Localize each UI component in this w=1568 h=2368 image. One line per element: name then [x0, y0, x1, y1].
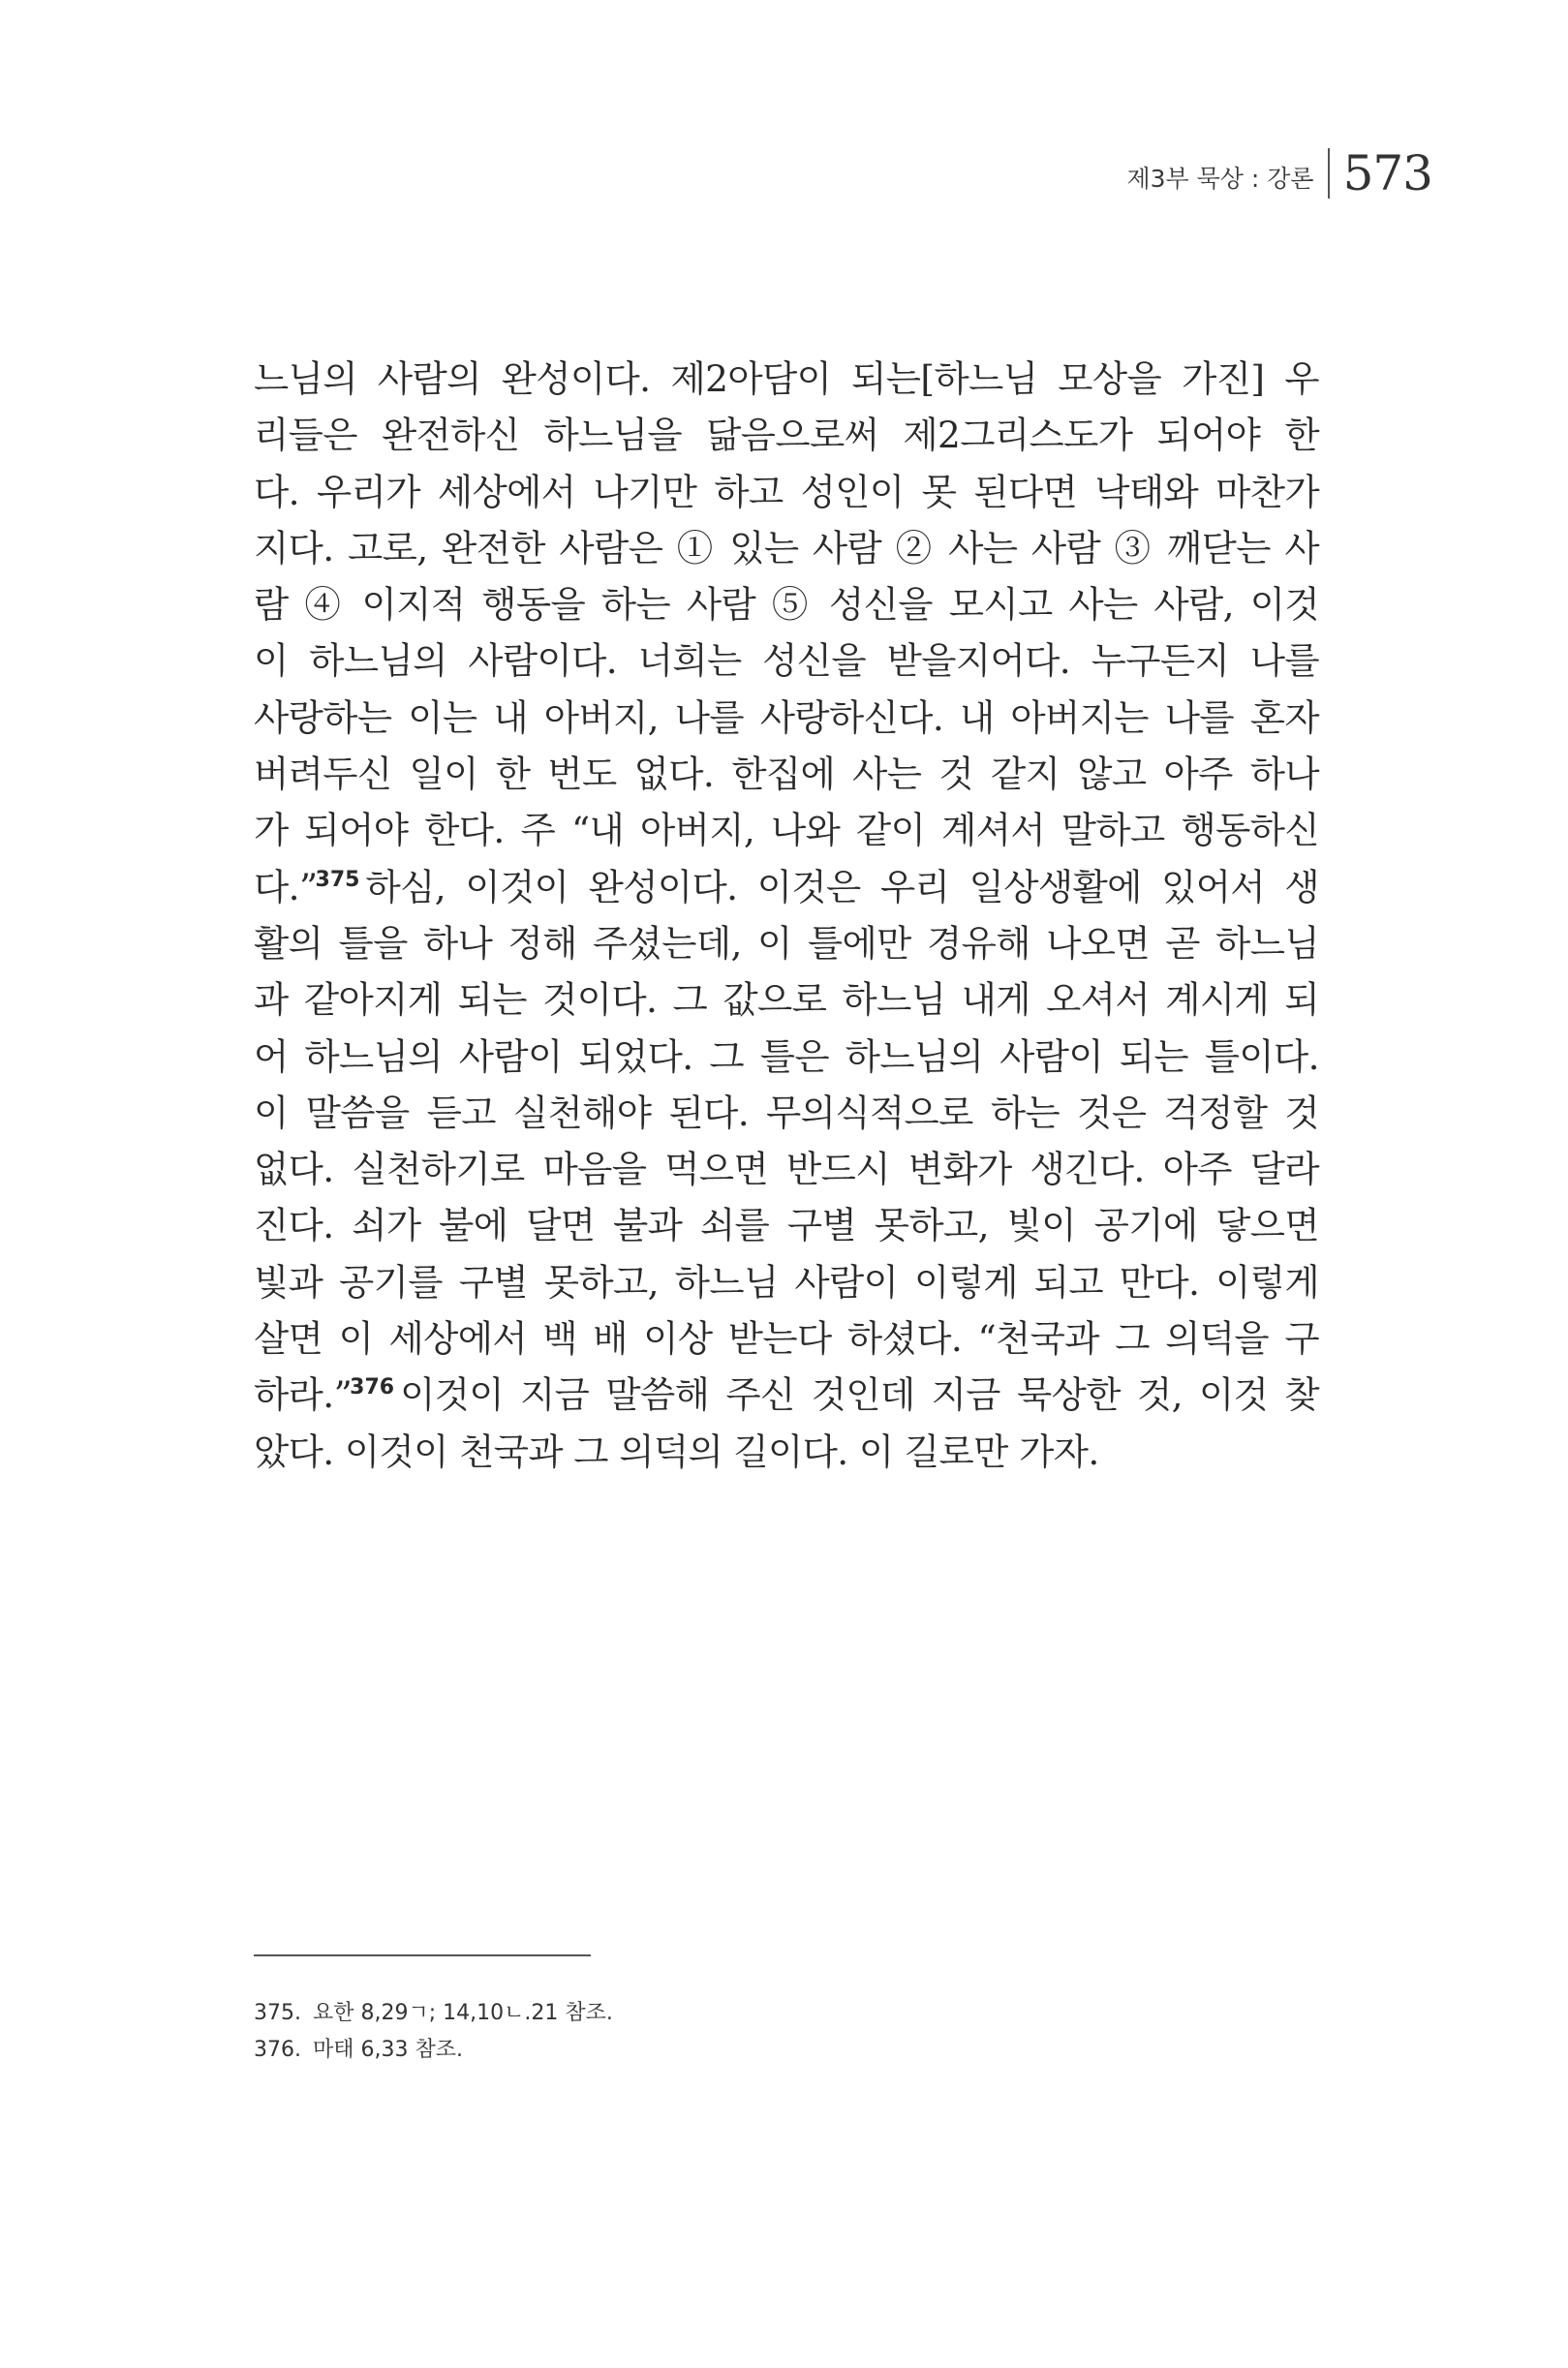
text-line: 과 같아지게 되는 것이다. 그 값으로 하느님 내게 오셔서 계시게 되: [254, 978, 1319, 1022]
text-line: 없다. 실천하기로 마음을 먹으면 반드시 변화가 생긴다. 아주 달라: [254, 1148, 1319, 1191]
text-line: 았다. 이것이 천국과 그 의덕의 길이다. 이 길로만 가자.: [254, 1430, 1099, 1473]
footnote-mark-376[interactable]: 376: [350, 1375, 395, 1400]
text-line: 이 하느님의 사람이다. 너희는 성신을 받을지어다. 누구든지 나를: [254, 639, 1319, 683]
text-line: 어 하느님의 사람이 되었다. 그 틀은 하느님의 사람이 되는 틀이다.: [254, 1034, 1319, 1078]
text-segment: 다.”: [254, 865, 318, 908]
footnote-376: [254, 2032, 613, 2069]
text-line: 이 말씀을 듣고 실천해야 된다. 무의식적으로 하는 것은 걱정할 것: [254, 1091, 1319, 1134]
text-line: 살면 이 세상에서 백 배 이상 받는다 하셨다. “천국과 그 의덕을 구: [254, 1317, 1319, 1361]
text-line: 리들은 완전하신 하느님을 닮음으로써 제2그리스도가 되어야 한: [254, 414, 1319, 457]
text-line: 버려두신 일이 한 번도 없다. 한집에 사는 것 같지 않고 아주 하나: [254, 753, 1319, 796]
text-line: 진다. 쇠가 불에 달면 불과 쇠를 구별 못하고, 빛이 공기에 닿으면: [254, 1204, 1319, 1247]
body-text: [254, 351, 1319, 1480]
footnotes: [254, 1995, 613, 2069]
page-number: 573: [1342, 145, 1432, 201]
text-line: 람 ④ 이지적 행동을 하는 사람 ⑤ 성신을 모시고 사는 사람, 이것: [254, 583, 1319, 627]
text-line: 가 되어야 한다. 주 “내 아버지, 나와 같이 계셔서 말하고 행동하신: [254, 809, 1319, 852]
text-line: 빛과 공기를 구별 못하고, 하느님 사람이 이렇게 되고 만다. 이렇게: [254, 1260, 1319, 1304]
footnote-375: [254, 1995, 613, 2032]
footnote-separator: [254, 1954, 591, 1956]
footnote-mark-375[interactable]: 375: [315, 867, 360, 892]
footnote-text: 요한 8,29ㄱ; 14,10ㄴ.21 참조.: [312, 2001, 613, 2025]
text-line: 다. 우리가 세상에서 나기만 하고 성인이 못 된다면 낙태와 마찬가: [254, 470, 1319, 513]
text-segment: 하심, 이것이 완성이다. 이것은 우리 일상생활에 있어서 생: [365, 865, 1319, 908]
section-title: 제3부 묵상 : 강론: [1126, 165, 1314, 193]
text-line-with-footnote: [254, 859, 1319, 915]
text-line: 사랑하는 이는 내 아버지, 나를 사랑하신다. 내 아버지는 나를 혼자: [254, 695, 1319, 739]
running-header: [1126, 145, 1432, 201]
text-line-with-footnote: [254, 1367, 1319, 1423]
text-line: 지다. 고로, 완전한 사람은 ① 있는 사람 ② 사는 사람 ③ 깨닫는 사: [254, 526, 1319, 569]
text-segment: 하라.”: [254, 1373, 353, 1417]
text-line: 활의 틀을 하나 정해 주셨는데, 이 틀에만 경유해 나오면 곧 하느님: [254, 921, 1319, 965]
footnote-text: 마태 6,33 참조.: [312, 2038, 463, 2062]
text-line: 느님의 사람의 완성이다. 제2아담이 되는[하느님 모상을 가진] 우: [254, 357, 1319, 400]
text-segment: 이것이 지금 말씀해 주신 것인데 지금 묵상한 것, 이것 찾: [400, 1373, 1319, 1417]
footnote-number: 376.: [254, 2038, 301, 2062]
footnote-number: 375.: [254, 2001, 301, 2025]
header-divider: [1328, 148, 1330, 199]
